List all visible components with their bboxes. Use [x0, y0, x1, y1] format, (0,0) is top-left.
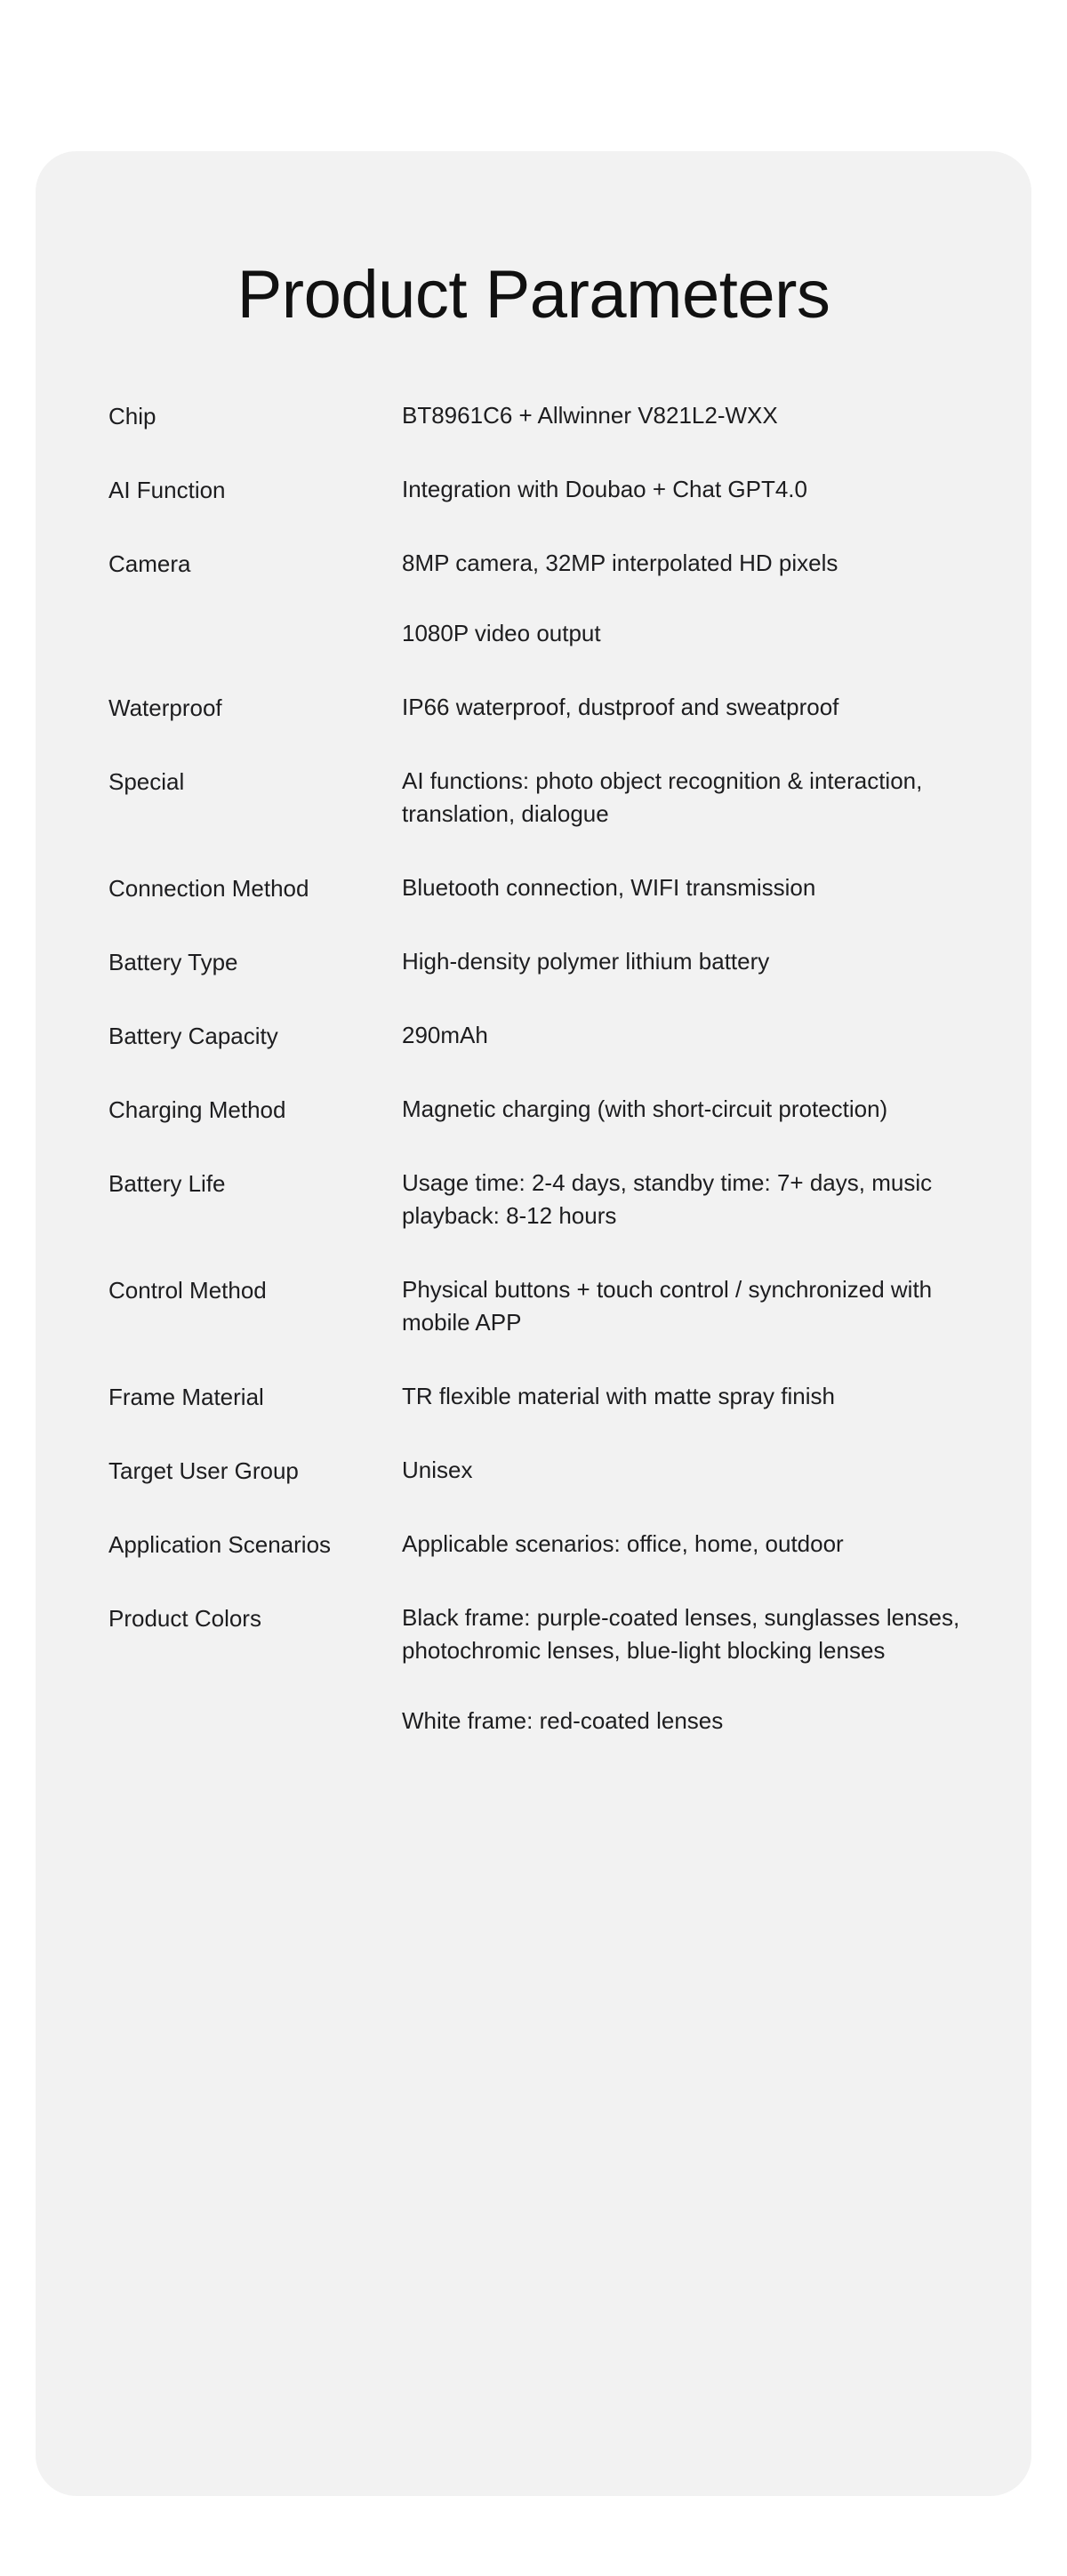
spec-value: 8MP camera, 32MP interpolated HD pixels [402, 550, 838, 577]
spec-value: IP66 waterproof, dustproof and sweatproof [402, 694, 839, 720]
spec-values [402, 399, 962, 432]
table-row [108, 473, 962, 506]
spec-values [402, 1093, 962, 1126]
spec-label-target-user-group: Target User Group [108, 1457, 299, 1484]
specifications-table [36, 399, 1031, 1737]
spec-label-battery-capacity: Battery Capacity [108, 1023, 278, 1050]
spec-value: TR flexible material with matte spray finish [402, 1382, 835, 1409]
spec-value: AI functions: photo object recognition & interaction, translation, dialogue [402, 767, 923, 827]
spec-label-charging-method: Charging Method [108, 1096, 286, 1124]
table-row [108, 1093, 962, 1126]
spec-label-application-scenarios: Application Scenarios [108, 1531, 332, 1559]
spec-value: 290mAh [402, 1022, 488, 1049]
spec-value: Magnetic charging (with short-circuit protection) [402, 1095, 888, 1123]
spec-value: Applicable scenarios: office, home, outdoor [402, 1530, 844, 1558]
spec-values [402, 1380, 962, 1413]
table-row [108, 399, 962, 432]
spec-label-camera: Camera [108, 550, 191, 578]
spec-value: Unisex [402, 1457, 473, 1483]
table-row [108, 1454, 962, 1487]
spec-value: Black frame: purple-coated lenses, sunglasses lenses, photochromic lenses, blue-light blocking lenses [402, 1604, 960, 1665]
spec-value: Integration with Doubao + Chat GPT4.0 [402, 476, 807, 503]
table-row [108, 691, 962, 724]
spec-values [402, 473, 962, 506]
spec-value: Bluetooth connection, WIFI transmission [402, 873, 816, 901]
spec-value: Usage time: 2-4 days, standby time: 7+ days, music playback: 8-12 hours [402, 1169, 933, 1230]
spec-values [402, 871, 962, 904]
table-row [108, 871, 962, 904]
spec-values [402, 1454, 962, 1487]
spec-values [402, 1601, 962, 1737]
spec-values [402, 1273, 962, 1339]
spec-value: BT8961C6 + Allwinner V821L2-WXX [402, 402, 778, 429]
table-row [108, 945, 962, 978]
spec-values [402, 1167, 962, 1232]
spec-label-control-method: Control Method [108, 1277, 267, 1304]
table-row [108, 1167, 962, 1232]
spec-values [402, 1528, 962, 1561]
spec-value: Physical buttons + touch control / synchronized with mobile APP [402, 1276, 933, 1336]
spec-label-frame-material: Frame Material [108, 1383, 264, 1410]
table-row [108, 1380, 962, 1413]
table-row [108, 765, 962, 831]
page-title: Product Parameters [237, 257, 830, 333]
spec-label-battery-life: Battery Life [108, 1170, 226, 1198]
spec-label-product-colors: Product Colors [108, 1605, 261, 1633]
spec-values [402, 691, 962, 724]
table-row [108, 1019, 962, 1052]
spec-label-special: Special [108, 768, 185, 796]
spec-values [402, 1019, 962, 1052]
spec-label-waterproof: Waterproof [108, 694, 222, 721]
spec-label-ai-function: AI Function [108, 477, 226, 504]
spec-value: High-density polymer lithium battery [402, 948, 770, 975]
spec-value: 1080P video output [402, 620, 601, 647]
table-row [108, 547, 962, 650]
spec-label-battery-type: Battery Type [108, 949, 238, 975]
table-row [108, 1273, 962, 1339]
spec-label-chip: Chip [108, 403, 156, 429]
parameters-card [36, 151, 1031, 2496]
spec-values [402, 945, 962, 978]
table-row [108, 1528, 962, 1561]
table-row [108, 1601, 962, 1737]
spec-values [402, 765, 962, 831]
spec-values [402, 547, 962, 650]
spec-value: White frame: red-coated lenses [402, 1707, 724, 1734]
spec-label-connection-method: Connection Method [108, 874, 309, 902]
